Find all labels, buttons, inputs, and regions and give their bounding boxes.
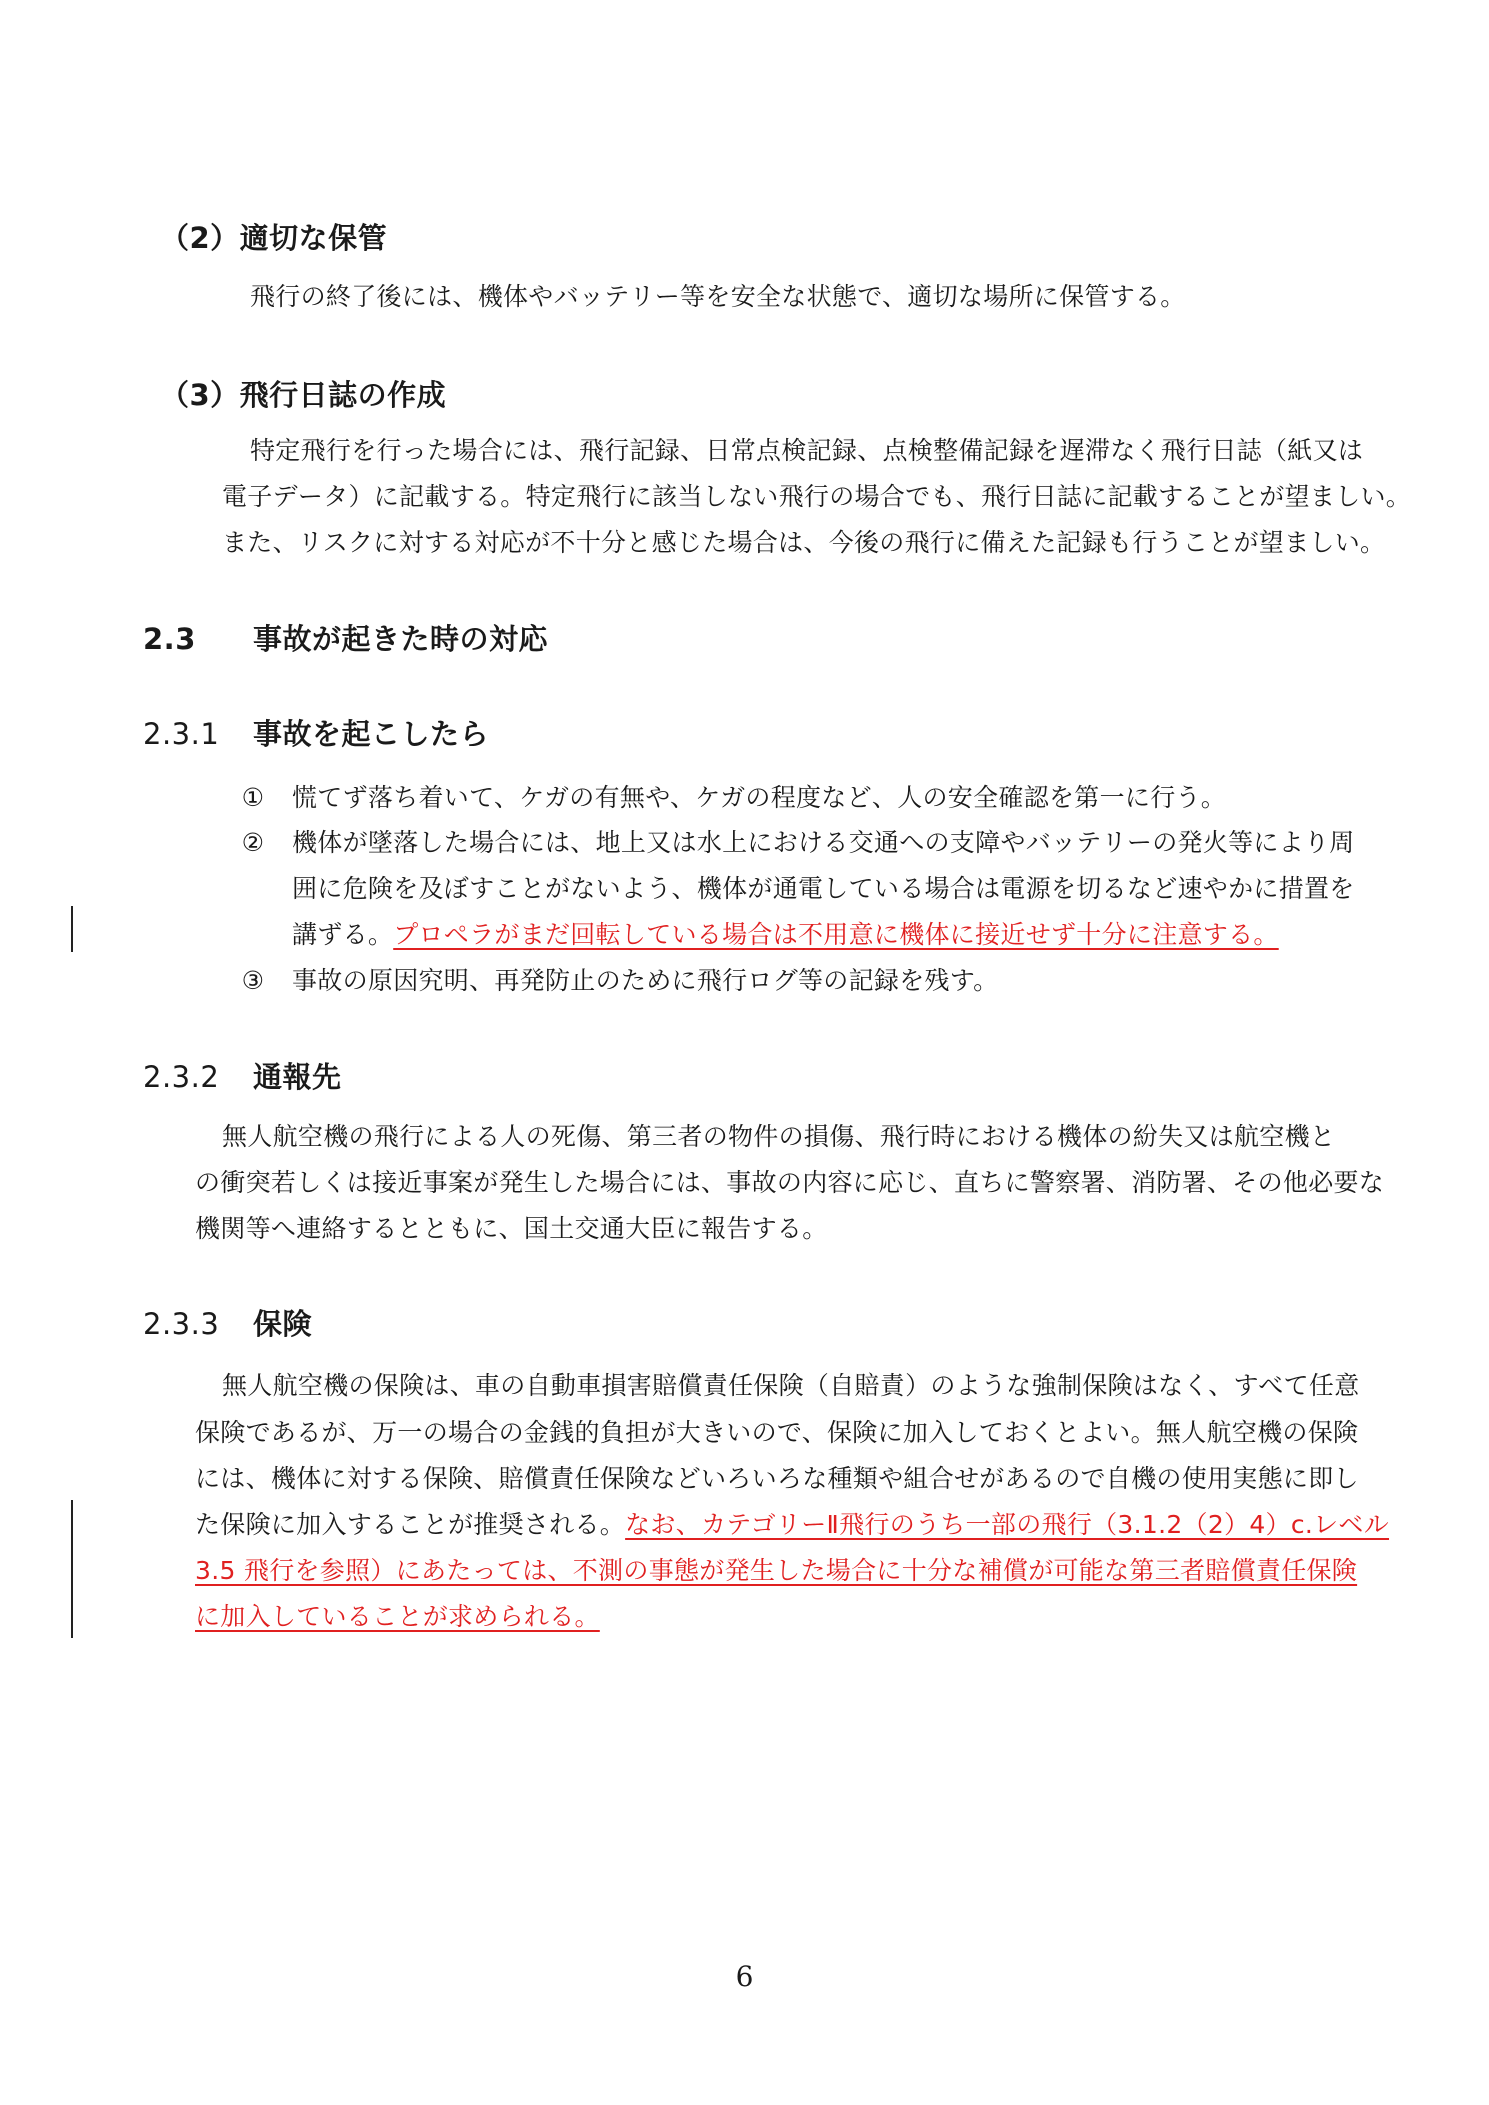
section-number: 2.3 bbox=[143, 622, 196, 656]
list-item-text-black: 講ずる。 bbox=[292, 920, 394, 949]
section-number: 2.3.2 bbox=[143, 1060, 220, 1094]
list-item-text: 事故の原因究明、再発防止のために飛行ログ等の記録を残す。 bbox=[292, 966, 999, 995]
list-item-text bbox=[292, 920, 1279, 950]
list-item-text: 機体が墜落した場合には、地上又は水上における交通への支障やバッテリーの発火等により周 bbox=[292, 828, 1355, 857]
section-title: 通報先 bbox=[253, 1060, 342, 1094]
insurance-text-line: 無人航空機の保険は、車の自動車損害賠償責任保険（自賠責）のような強制保険はなく、すべて任意 bbox=[222, 1371, 1360, 1400]
section-title: 事故を起こしたら bbox=[253, 717, 490, 751]
insurance-text-black: た保険に加入することが推奨される。 bbox=[195, 1510, 626, 1539]
section-title: 保険 bbox=[253, 1307, 313, 1341]
revision-text: 3.5 飛行を参照）にあたっては、不測の事態が発生した場合に十分な補償が可能な第三者賠償責任保険 bbox=[195, 1556, 1358, 1585]
change-bar bbox=[71, 1500, 73, 1638]
insurance-text-line bbox=[195, 1510, 1389, 1540]
storage-text: 飛行の終了後には、機体やバッテリー等を安全な状態で、適切な場所に保管する。 bbox=[250, 282, 1186, 311]
insurance-text-line: 保険であるが、万一の場合の金銭的負担が大きいので、保険に加入しておくとよい。無人航空機の保険 bbox=[195, 1418, 1359, 1447]
list-item-text: 囲に危険を及ぼすことがないよう、機体が通電している場合は電源を切るなど速やかに措置を bbox=[292, 874, 1355, 903]
section-heading-2-3-3 bbox=[143, 1302, 312, 1343]
insurance-text-line: には、機体に対する保険、賠償責任保険などいろいろな種類や組合せがあるので自機の使用実態に即し bbox=[195, 1464, 1359, 1493]
report-text-line: 無人航空機の飛行による人の死傷、第三者の物件の損傷、飛行時における機体の紛失又は航空機と bbox=[222, 1122, 1336, 1151]
flight-log-text-line: 特定飛行を行った場合には、飛行記録、日常点検記録、点検整備記録を遅滞なく飛行日誌（紙又は bbox=[250, 436, 1364, 465]
subheading-storage: （2）適切な保管 bbox=[160, 221, 388, 255]
section-heading-2-3 bbox=[143, 617, 548, 658]
section-heading-2-3-1 bbox=[143, 712, 489, 753]
flight-log-text-line: また、リスクに対する対応が不十分と感じた場合は、今後の飛行に備えた記録も行うことが望ましい。 bbox=[222, 528, 1386, 557]
report-text-line: の衝突若しくは接近事案が発生した場合には、事故の内容に応じ、直ちに警察署、消防署、その他必要な bbox=[195, 1168, 1385, 1197]
report-text-line: 機関等へ連絡するとともに、国土交通大臣に報告する。 bbox=[195, 1214, 828, 1243]
section-heading-2-3-2 bbox=[143, 1055, 342, 1096]
subheading-flight-log: （3）飛行日誌の作成 bbox=[160, 378, 447, 412]
change-bar bbox=[71, 906, 73, 952]
revision-text: に加入していることが求められる。 bbox=[195, 1602, 600, 1631]
list-marker: ② bbox=[241, 828, 265, 857]
page-number: 6 bbox=[735, 1960, 754, 1993]
list-marker: ① bbox=[241, 783, 265, 812]
list-marker: ③ bbox=[241, 966, 265, 995]
section-title: 事故が起きた時の対応 bbox=[253, 622, 549, 656]
list-item-text: 慌てず落ち着いて、ケガの有無や、ケガの程度など、人の安全確認を第一に行う。 bbox=[292, 783, 1227, 812]
revision-text: なお、カテゴリーⅡ飛行のうち一部の飛行（3.1.2（2）4）c.レベル bbox=[625, 1510, 1390, 1539]
revision-text: プロペラがまだ回転している場合は不用意に機体に接近せず十分に注意する。 bbox=[393, 920, 1279, 949]
flight-log-text-line: 電子データ）に記載する。特定飛行に該当しない飛行の場合でも、飛行日誌に記載することが望ましい。 bbox=[222, 482, 1412, 511]
section-number: 2.3.1 bbox=[143, 717, 220, 751]
section-number: 2.3.3 bbox=[143, 1307, 220, 1341]
